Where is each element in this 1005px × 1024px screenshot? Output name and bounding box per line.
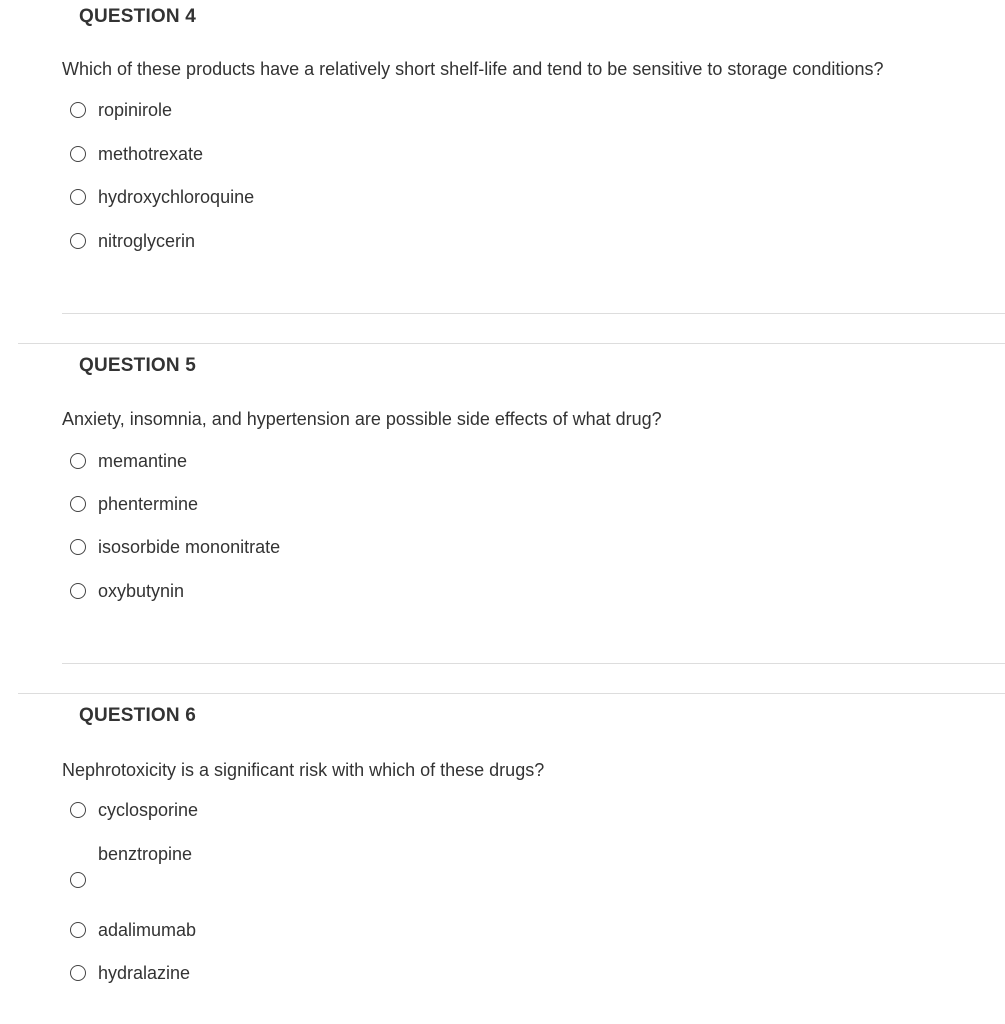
question-text: Which of these products have a relatively short shelf-life and tend to be sensitive to storage conditions? xyxy=(62,59,884,79)
answer-label[interactable]: oxybutynin xyxy=(98,580,185,601)
answer-label[interactable]: adalimumab xyxy=(98,919,197,940)
radio-button[interactable] xyxy=(70,802,86,818)
radio-button[interactable] xyxy=(70,965,86,981)
radio-button[interactable] xyxy=(70,453,86,469)
answer-option-isosorbide-mononitrate[interactable] xyxy=(70,533,280,561)
answer-option-phentermine[interactable] xyxy=(70,490,198,518)
answer-label[interactable]: ropinirole xyxy=(98,99,173,120)
question-title: QUESTION 5 xyxy=(79,355,197,376)
radio-button[interactable] xyxy=(70,922,86,938)
section-divider xyxy=(18,343,1005,344)
answer-label[interactable]: hydroxychloroquine xyxy=(98,186,255,207)
question-title: QUESTION 6 xyxy=(79,705,197,726)
answer-option-hydralazine[interactable] xyxy=(70,959,190,987)
radio-button[interactable] xyxy=(70,102,86,118)
question-title: QUESTION 4 xyxy=(79,6,197,27)
answer-option-memantine[interactable] xyxy=(70,447,187,475)
radio-button[interactable] xyxy=(70,189,86,205)
answer-label[interactable]: nitroglycerin xyxy=(98,230,196,251)
answer-label[interactable]: benztropine xyxy=(98,844,193,864)
answer-option-methotrexate[interactable] xyxy=(70,140,203,168)
answer-option-benztropine[interactable] xyxy=(70,842,270,888)
answer-label[interactable]: isosorbide mononitrate xyxy=(98,536,281,557)
answer-option-adalimumab[interactable] xyxy=(70,916,196,944)
radio-button[interactable] xyxy=(70,146,86,162)
answer-label[interactable]: methotrexate xyxy=(98,143,204,164)
answer-label[interactable]: phentermine xyxy=(98,493,199,514)
answer-option-ropinirole[interactable] xyxy=(70,96,172,124)
question-text: Nephrotoxicity is a significant risk with which of these drugs? xyxy=(62,760,545,780)
answer-label[interactable]: cyclosporine xyxy=(98,799,199,820)
radio-button[interactable] xyxy=(70,583,86,599)
answer-option-hydroxychloroquine[interactable] xyxy=(70,183,254,211)
radio-button[interactable] xyxy=(70,233,86,249)
radio-button[interactable] xyxy=(70,539,86,555)
question-divider xyxy=(62,313,1005,314)
answer-label[interactable]: hydralazine xyxy=(98,962,191,983)
section-divider xyxy=(18,693,1005,694)
answer-option-oxybutynin[interactable] xyxy=(70,577,184,605)
answer-label[interactable]: memantine xyxy=(98,450,188,471)
question-divider xyxy=(62,663,1005,664)
radio-button[interactable] xyxy=(70,496,86,512)
answer-option-cyclosporine[interactable] xyxy=(70,796,198,824)
answer-option-nitroglycerin[interactable] xyxy=(70,227,195,255)
question-text: Anxiety, insomnia, and hypertension are possible side effects of what drug? xyxy=(62,409,662,429)
radio-button[interactable] xyxy=(70,872,86,888)
